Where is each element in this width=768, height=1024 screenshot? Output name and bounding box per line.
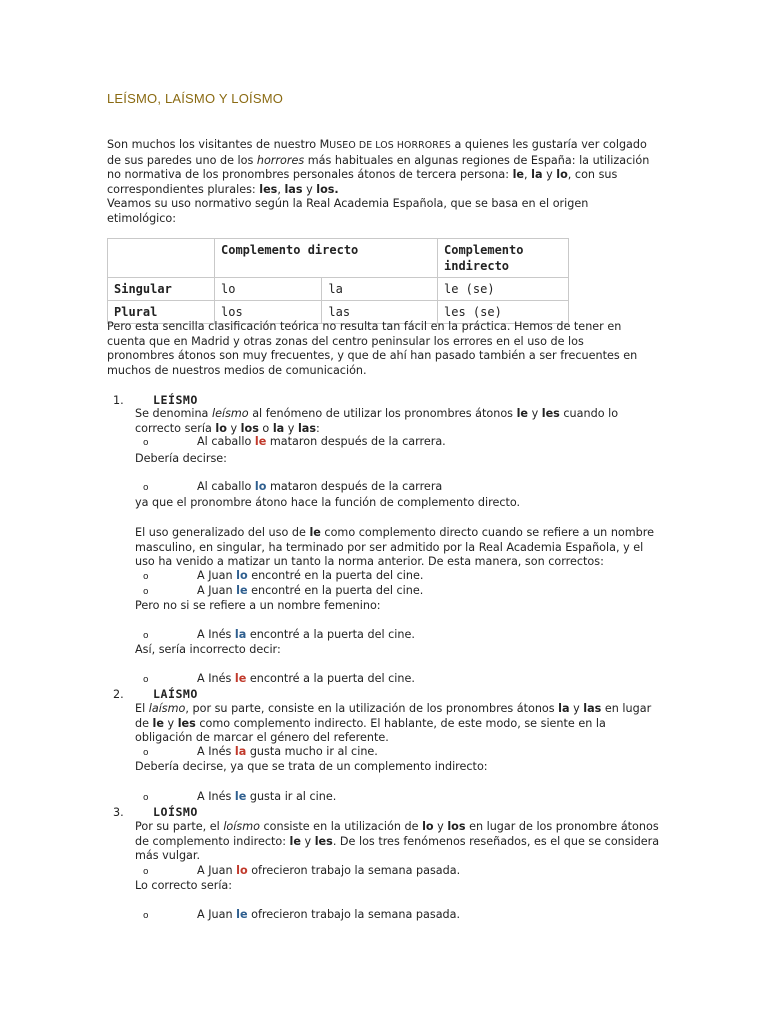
example-line: A Juan lo encontré en la puerta del cine. <box>197 569 424 582</box>
table-cell: las <box>322 301 438 324</box>
table-cell: la <box>322 278 438 301</box>
table-cell: Complemento indirecto <box>438 239 569 278</box>
leismo-definition: Se denomina leísmo al fenómeno de utilizar los pronombres átonos le y les cuando lo correcto sería lo y los o la y las: <box>135 407 619 435</box>
table-cell: le (se) <box>438 278 569 301</box>
loismo-definition: Por su parte, el loísmo consiste en la utilización de lo y los en lugar de los pronombre átonos de complemento indirecto: le y les. De los tres fenómenos reseñados, es el que se considera más vulgar. <box>135 820 660 863</box>
tail-paragraph: Pero esta sencilla clasificación teórica no resulta tan fácil en la práctica. Hemos de tener en cuenta que en Madrid y otras zonas del centro peninsular los errores en el uso de los pronombres átonos son muy frecuentes, y que de ahí han pasado también a ser frecuentes en muchos de nuestros medios de comunicación. <box>107 320 638 377</box>
table-cell: Singular <box>108 278 215 301</box>
table-cell: los <box>215 301 322 324</box>
bullet-icon: o <box>143 793 149 803</box>
text-line: Pero no si se refiere a un nombre femenino: <box>135 599 381 612</box>
table-cell <box>108 239 215 278</box>
bullet-icon: o <box>143 587 149 597</box>
example-line: Al caballo le mataron después de la carrera. <box>197 435 446 448</box>
text-line: ya que el pronombre átono hace la función de complemento directo. <box>135 496 521 509</box>
example-line: A Juan lo ofrecieron trabajo la semana pasada. <box>197 864 461 877</box>
table-header-row <box>108 239 569 278</box>
section-number: 2. <box>113 688 124 701</box>
pronoun-table <box>107 238 569 324</box>
intro-paragraph: Son muchos los visitantes de nuestro MUSEO DE LOS HORRORES a quienes les gustaría ver colgado de sus paredes uno de los horrores más habituales en algunas regiones de España: la utilización no normativa de los pronombres personales átonos de tercera persona: le, la y lo, con sus correspondientes plurales: les, las y los. Veamos su uso normativo según la Real Academia Española, que se basa en el origen etimológico: <box>107 138 650 225</box>
example-line: A Inés le gusta ir al cine. <box>197 790 337 803</box>
table-row <box>108 278 569 301</box>
leismo-usage-paragraph: El uso generalizado del uso de le como complemento directo cuando se refiere a un nombre masculino, en singular, ha terminado por ser admitido por la Real Academia Española, y el uso ha venido a matizar un tanto la norma anterior. De esta manera, son correctos: <box>135 526 654 569</box>
section-title: LEÍSMO <box>153 393 198 407</box>
section-title: LOÍSMO <box>153 805 198 819</box>
example-line: A Inés la gusta mucho ir al cine. <box>197 745 378 758</box>
text-line: Debería decirse: <box>135 452 227 465</box>
example-line: Al caballo lo mataron después de la carrera <box>197 480 443 493</box>
table-cell: Complemento directo <box>215 239 438 278</box>
page-title: LEÍSMO, LAÍSMO Y LOÍSMO <box>107 91 284 106</box>
text-line: Así, sería incorrecto decir: <box>135 643 281 656</box>
bullet-icon: o <box>143 675 149 685</box>
example-line: A Inés le encontré a la puerta del cine. <box>197 672 415 685</box>
bullet-icon: o <box>143 483 149 493</box>
table-cell: Plural <box>108 301 215 324</box>
bullet-icon: o <box>143 631 149 641</box>
bullet-icon: o <box>143 572 149 582</box>
text-line: Lo correcto sería: <box>135 879 233 892</box>
laismo-definition: El laísmo, por su parte, consiste en la utilización de los pronombres átonos la y las en lugar de le y les como complemento indirecto. El hablante, de este modo, se siente en la obligación de marcar el género del referente. <box>135 702 652 745</box>
text-line: Debería decirse, ya que se trata de un complemento indirecto: <box>135 760 488 773</box>
example-line: A Inés la encontré a la puerta del cine. <box>197 628 415 641</box>
section-title: LAÍSMO <box>153 687 198 701</box>
table-cell: les (se) <box>438 301 569 324</box>
bullet-icon: o <box>143 911 149 921</box>
table-cell: lo <box>215 278 322 301</box>
section-number: 1. <box>113 394 124 407</box>
section-number: 3. <box>113 806 124 819</box>
example-line: A Juan le encontré en la puerta del cine. <box>197 584 424 597</box>
bullet-icon: o <box>143 748 149 758</box>
bullet-icon: o <box>143 867 149 877</box>
example-line: A Juan le ofrecieron trabajo la semana pasada. <box>197 908 461 921</box>
bullet-icon: o <box>143 438 149 448</box>
